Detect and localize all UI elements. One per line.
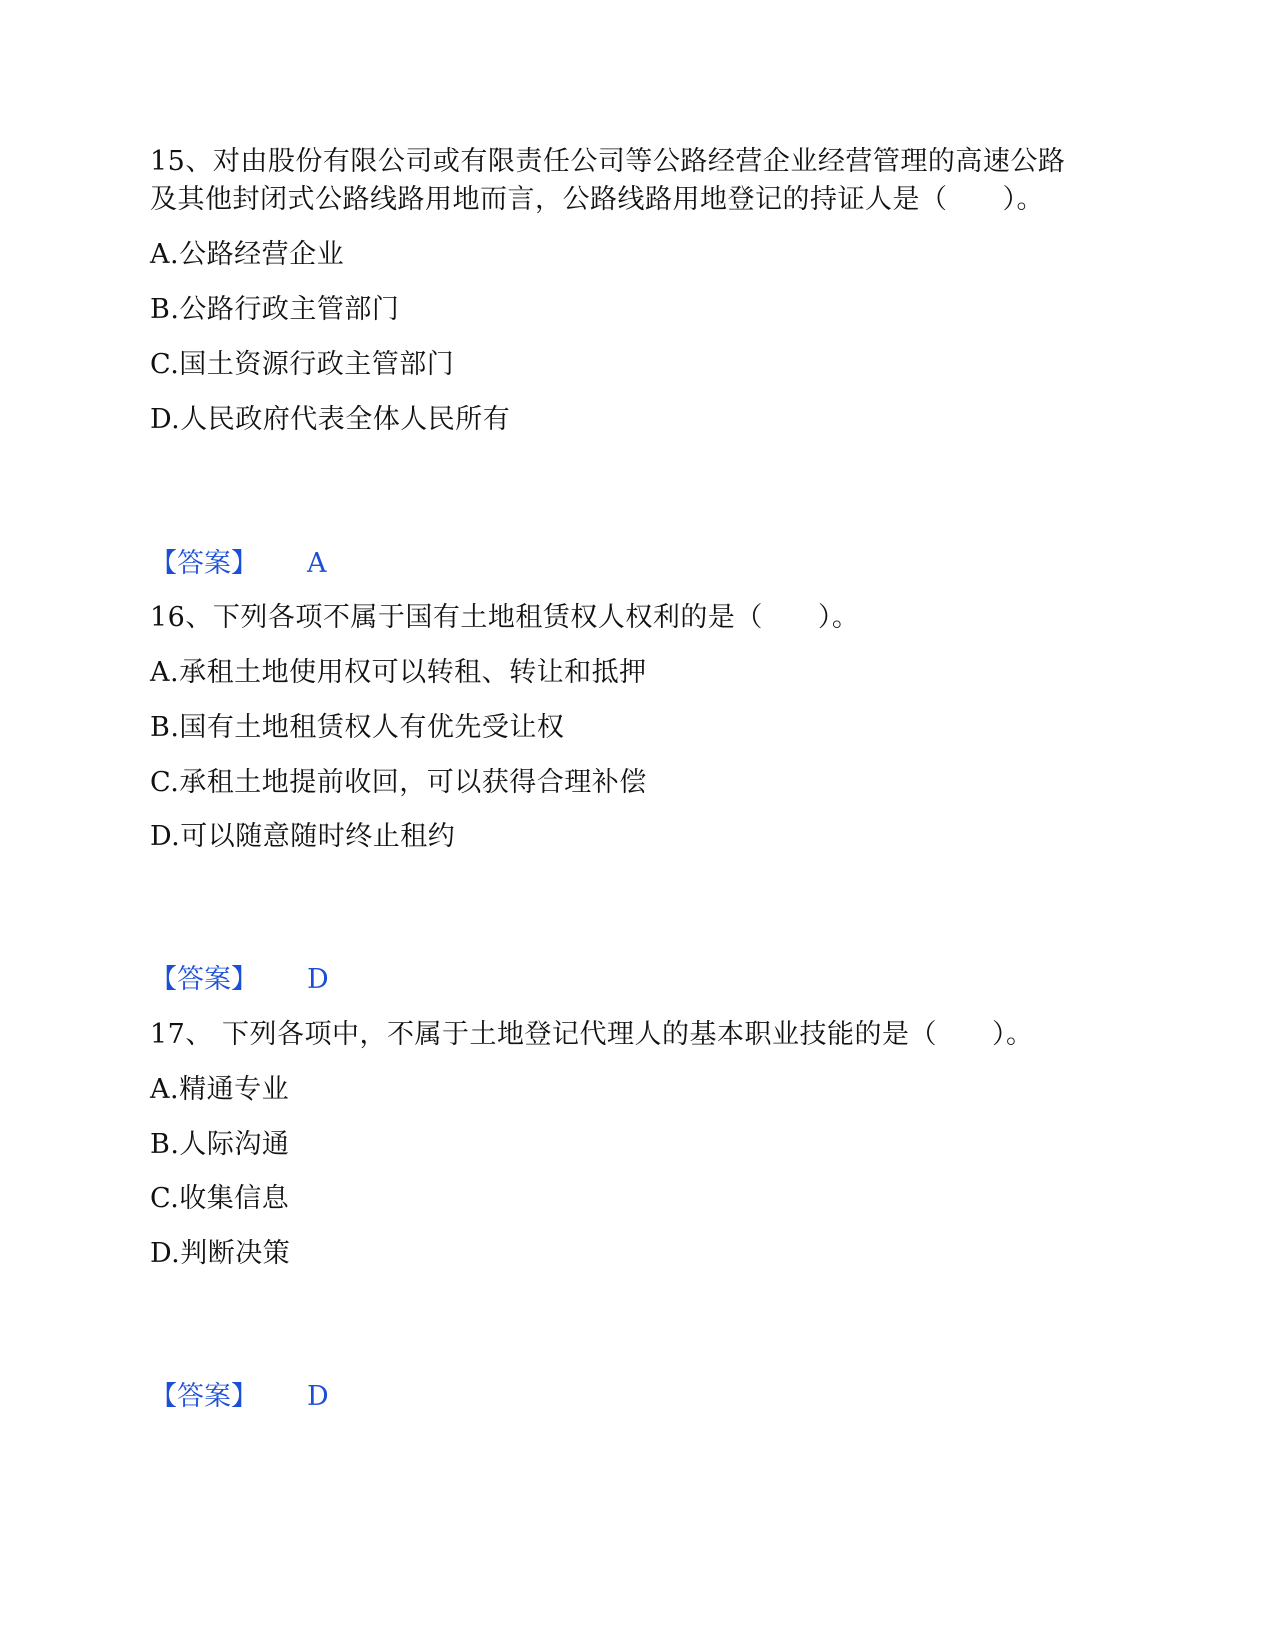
option-c: C.国土资源行政主管部门	[150, 349, 455, 380]
option-a: A.公路经营企业	[150, 239, 345, 270]
question-stem-line: 15、对由股份有限公司或有限责任公司等公路经营企业经营管理的高速公路	[150, 146, 1066, 177]
option-b: B.人际沟通	[150, 1129, 290, 1160]
option-a: A.承租土地使用权可以转租、转让和抵押	[150, 657, 647, 688]
option-d: D.可以随意随时终止租约	[150, 821, 456, 852]
option-d: D.判断决策	[150, 1238, 291, 1269]
option-a: A.精通专业	[150, 1074, 290, 1105]
answer-value: D	[307, 1381, 329, 1412]
answer-row	[150, 1377, 329, 1417]
option-d: D.人民政府代表全体人民所有	[150, 404, 511, 435]
answer-value: D	[307, 964, 329, 995]
answer-value: A	[307, 548, 327, 579]
answer-row	[150, 960, 329, 1000]
option-b: B.国有土地租赁权人有优先受让权	[150, 712, 565, 743]
option-b: B.公路行政主管部门	[150, 294, 400, 325]
answer-label: 【答案】	[150, 1381, 258, 1412]
answer-label: 【答案】	[150, 548, 258, 579]
answer-row	[150, 544, 327, 584]
question-stem-line: 17、 下列各项中，不属于土地登记代理人的基本职业技能的是（ ）。	[150, 1019, 1034, 1050]
question-stem-line: 及其他封闭式公路线路用地而言，公路线路用地登记的持证人是（ ）。	[150, 184, 1044, 215]
answer-label: 【答案】	[150, 964, 258, 995]
option-c: C.承租土地提前收回，可以获得合理补偿	[150, 767, 647, 798]
question-stem-line: 16、下列各项不属于国有土地租赁权人权利的是（ ）。	[150, 602, 860, 633]
option-c: C.收集信息	[150, 1183, 290, 1214]
